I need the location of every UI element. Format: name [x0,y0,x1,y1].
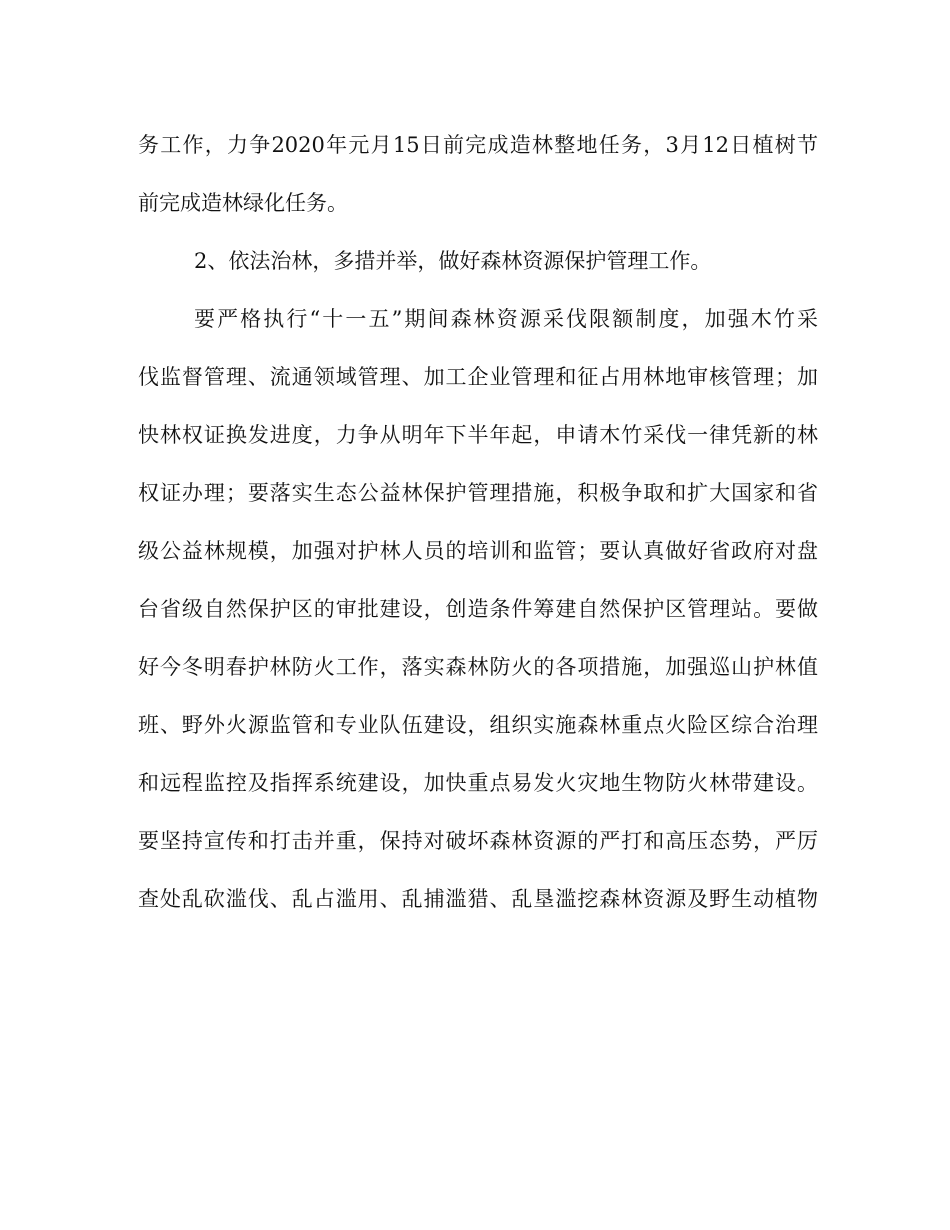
text-line: 快林权证换发进度，力争从明年下半年起，申请木竹采伐一律凭新的林 [138,423,818,447]
text-line: 要坚持宣传和打击并重，保持对破坏森林资源的严打和高压态势，严厉 [138,829,818,853]
text-line: 权证办理；要落实生态公益林保护管理措施，积极争取和扩大国家和省 [138,481,818,505]
text-line: 伐监督管理、流通领域管理、加工企业管理和征占用林地审核管理；加 [138,365,818,389]
text-line: 前完成造林绿化任务。 [138,191,348,215]
text-line: 台省级自然保护区的审批建设，创造条件筹建自然保护区管理站。要做 [138,597,818,621]
text-line: 班、野外火源监管和专业队伍建设，组织实施森林重点火险区综合治理 [138,713,818,737]
document-body [138,123,818,935]
text-line: 好今冬明春护林防火工作，落实森林防火的各项措施，加强巡山护林值 [138,655,818,679]
text-line: 级公益林规模，加强对护林人员的培训和监管；要认真做好省政府对盘 [138,539,818,563]
text-line: 查处乱砍滥伐、乱占滥用、乱捕滥猎、乱垦滥挖森林资源及野生动植物 [138,887,818,911]
text-line: 和远程监控及指挥系统建设，加快重点易发火灾地生物防火林带建设。 [138,771,818,795]
text-line: 务工作，力争2020年元月15日前完成造林整地任务，3月12日植树节 [138,133,818,157]
text-line: 要严格执行“十一五”期间森林资源采伐限额制度，加强木竹采 [194,307,818,331]
section-heading: 2、依法治林，多措并举，做好森林资源保护管理工作。 [194,249,712,273]
